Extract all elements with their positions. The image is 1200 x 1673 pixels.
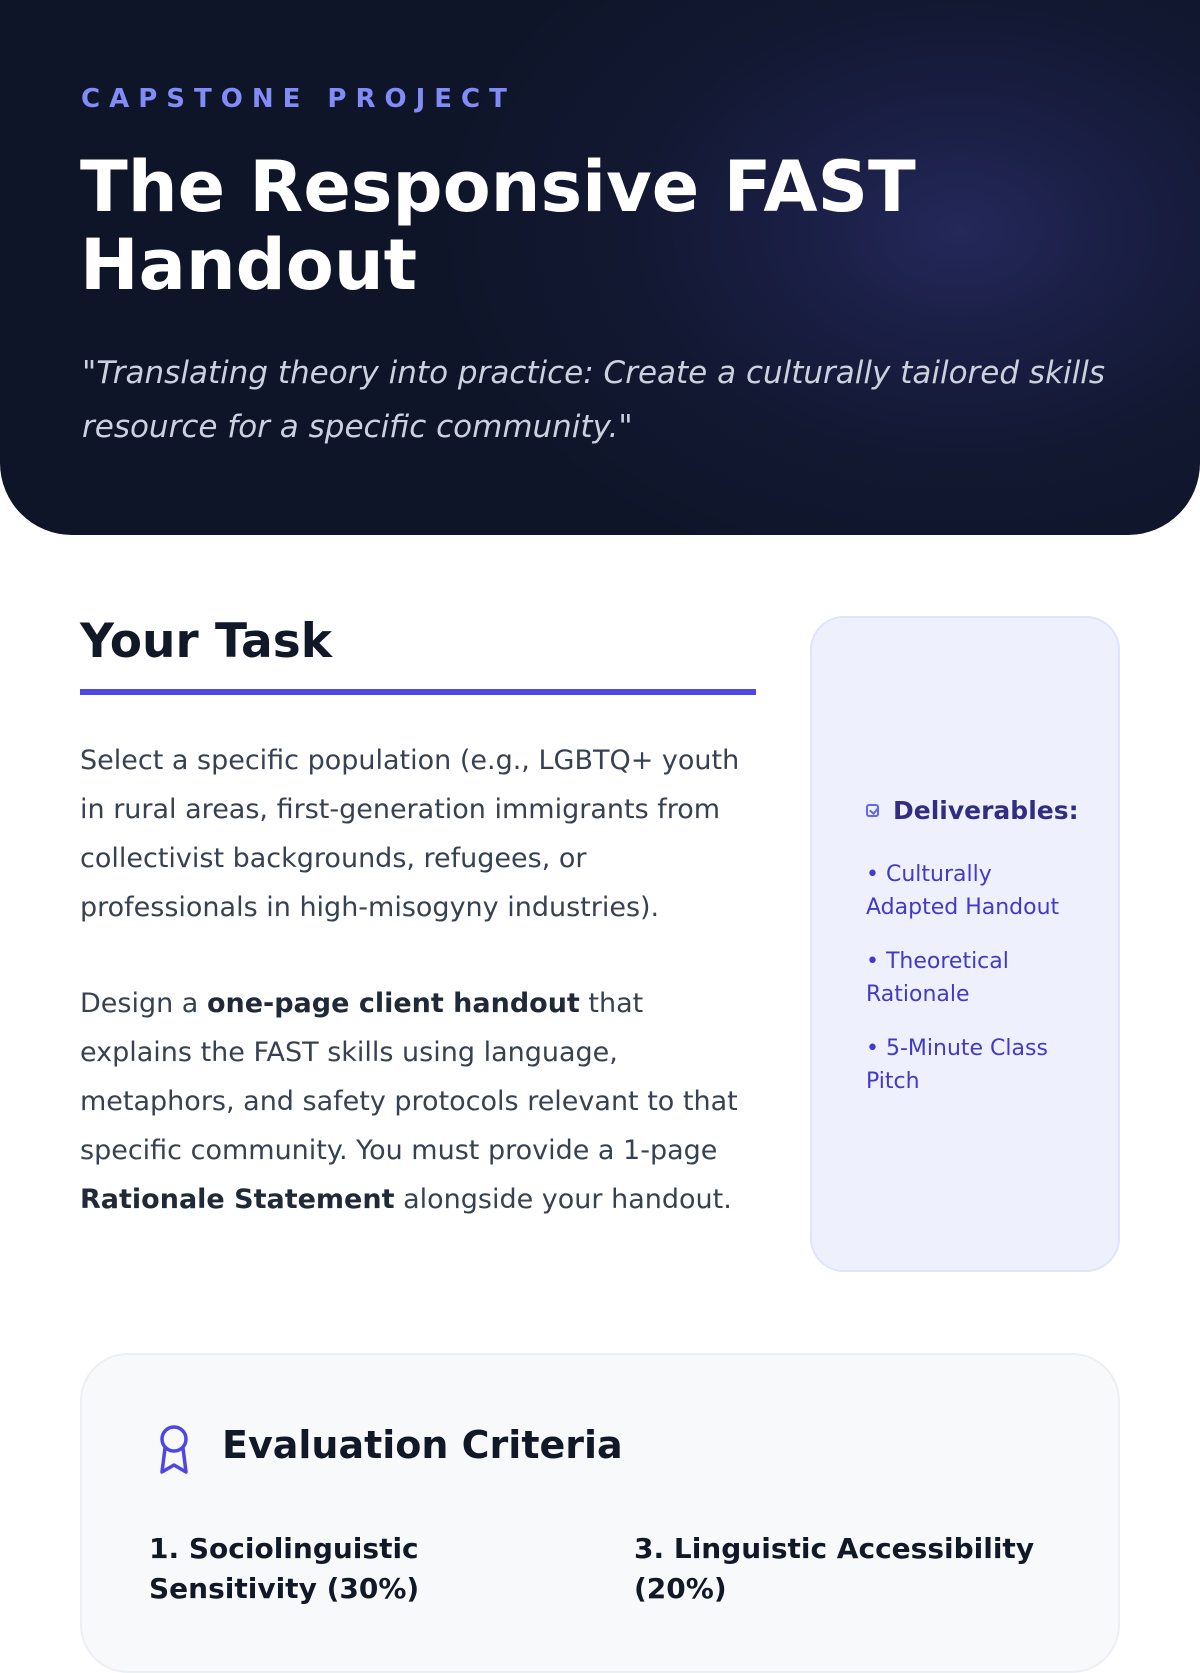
hero-eyebrow: CAPSTONE PROJECT <box>81 84 516 114</box>
task-text: that explains the FAST skills using language, metaphors, and safety protocols relevant to that specific community. You must provide a 1-page <box>80 988 738 1166</box>
page-title: The Responsive FAST Handout <box>80 146 916 306</box>
criterion-linguistic-accessibility: 3. Linguistic Accessibility (20%) <box>634 1532 1035 1605</box>
evaluation-title: Evaluation Criteria <box>222 1423 623 1467</box>
deliverables-list <box>866 858 1086 1119</box>
task-paragraph-design <box>80 979 760 1224</box>
hero-quote: "Translating theory into practice: Create a culturally tailored skills resource for a specific community." <box>82 355 1105 445</box>
heading-underline <box>80 689 756 695</box>
evaluation-criteria-card <box>80 1353 1120 1673</box>
criterion-sociolinguistic: 1. Sociolinguistic Sensitivity (30%) <box>149 1532 420 1605</box>
deliverables-card <box>810 616 1120 1272</box>
task-emphasis-rationale: Rationale Statement <box>80 1184 395 1215</box>
task-heading: Your Task <box>80 614 332 669</box>
award-ribbon-icon <box>156 1424 192 1476</box>
task-emphasis-handout: one-page client handout <box>206 988 580 1019</box>
deliverable-item: • Theoretical Rationale <box>866 949 1009 1007</box>
task-text: alongside your handout. <box>394 1184 732 1215</box>
deliverable-item: • 5-Minute Class Pitch <box>866 1036 1048 1094</box>
hero-banner <box>0 0 1200 535</box>
deliverables-header <box>866 796 1079 825</box>
deliverables-title: Deliverables: <box>893 796 1079 825</box>
checkbox-icon <box>866 804 879 817</box>
task-text: Design a <box>80 988 207 1019</box>
deliverable-item: • Culturally Adapted Handout <box>866 862 1060 920</box>
task-paragraph-population: Select a specific population (e.g., LGBTQ+ youth in rural areas, first-generation immigrants from collectivist backgrounds, refugees, or professionals in high-misogyny industries). <box>80 745 740 923</box>
